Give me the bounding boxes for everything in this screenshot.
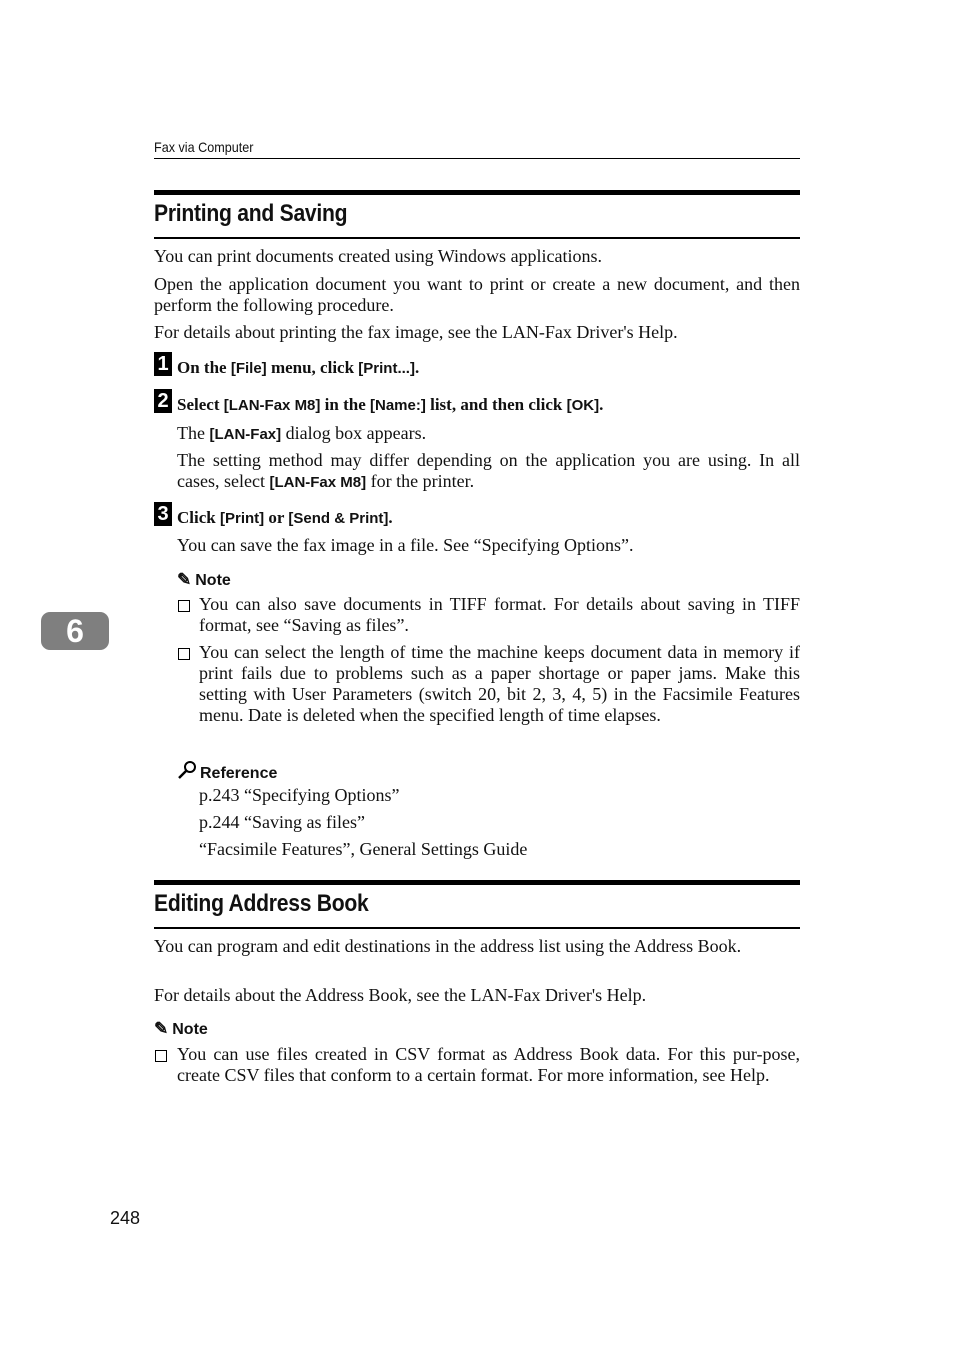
step-text: Click bbox=[177, 508, 220, 527]
section-bottom-rule bbox=[154, 927, 800, 929]
checkbox-bullet-icon bbox=[155, 1050, 167, 1062]
detail-text: for the printer. bbox=[366, 471, 475, 491]
step-detail bbox=[177, 423, 800, 445]
step-detail bbox=[177, 450, 800, 493]
detail-text: The bbox=[177, 423, 210, 443]
reference-heading bbox=[177, 760, 277, 783]
checkbox-bullet-icon bbox=[178, 648, 190, 660]
ui-term-file-menu: [File] bbox=[230, 360, 267, 377]
step-text: Select bbox=[177, 395, 224, 414]
step-text: . bbox=[414, 358, 420, 377]
note-heading bbox=[177, 570, 231, 590]
step-instruction-3 bbox=[177, 508, 393, 528]
checkbox-bullet-icon bbox=[178, 600, 190, 612]
step-text: or bbox=[264, 508, 289, 527]
chapter-number: 6 bbox=[66, 613, 84, 649]
ui-term-lan-fax: [LAN-Fax] bbox=[209, 426, 282, 443]
step-number-3: 3 bbox=[154, 502, 172, 526]
ui-term-ok: [OK] bbox=[566, 397, 600, 414]
section-title-printing-and-saving: Printing and Saving bbox=[154, 200, 348, 227]
reference-label: Reference bbox=[200, 765, 278, 782]
header-rule bbox=[154, 158, 800, 159]
running-header: Fax via Computer bbox=[154, 139, 254, 155]
pencil-icon: ✎ bbox=[154, 1019, 169, 1038]
ui-term-lan-fax-m8: [LAN-Fax M8] bbox=[223, 397, 321, 414]
note-heading bbox=[154, 1019, 208, 1039]
chapter-tab bbox=[41, 612, 109, 650]
page-number: 248 bbox=[110, 1208, 141, 1228]
step-text: . bbox=[599, 395, 604, 414]
step-text: in the bbox=[320, 395, 370, 414]
paragraph: For details about the Address Book, see the LAN-Fax Driver's Help. bbox=[154, 985, 647, 1005]
ui-term-send-and-print: [Send & Print] bbox=[288, 510, 389, 527]
step-instruction-1 bbox=[177, 358, 419, 378]
section-bottom-rule bbox=[154, 237, 800, 239]
step-instruction-2 bbox=[177, 395, 603, 415]
step-text: menu, click bbox=[266, 358, 359, 377]
reference-link[interactable]: p.243 “Specifying Options” bbox=[199, 785, 400, 805]
step-detail: You can save the fax image in a file. See “Specifying Options”. bbox=[177, 535, 634, 555]
ui-term-print-button: [Print] bbox=[219, 510, 265, 527]
reference-link[interactable]: p.244 “Saving as files” bbox=[199, 812, 365, 832]
pencil-icon: ✎ bbox=[177, 570, 192, 589]
section-top-rule bbox=[154, 880, 800, 885]
step-number-2: 2 bbox=[154, 389, 172, 413]
magnifier-icon bbox=[177, 760, 199, 780]
ui-term-lan-fax-m8: [LAN-Fax M8] bbox=[269, 474, 367, 491]
section-top-rule bbox=[154, 190, 800, 195]
step-text: . bbox=[388, 508, 393, 527]
note-label: Note bbox=[195, 572, 231, 589]
paragraph: For details about printing the fax image, see the LAN-Fax Driver's Help. bbox=[154, 322, 678, 342]
paragraph: You can program and edit destinations in the address list using the Address Book. bbox=[154, 936, 742, 956]
step-number-1: 1 bbox=[154, 352, 172, 376]
detail-text: The setting method may differ depending on the application you are using. In all cases, select bbox=[177, 450, 800, 491]
step-text: On the bbox=[177, 358, 231, 377]
note-item: You can select the length of time the machine keeps document data in memory if print fails due to problems such as a paper shortage or paper jams. Make this setting with User Parameters (switch 20, bit 2, 3, 4, 5) in the Facsimile Features menu. Date is deleted when the specified length of time elapses. bbox=[199, 642, 800, 725]
note-label: Note bbox=[172, 1021, 208, 1038]
note-item: You can use files created in CSV format as Address Book data. For this pur-pose, create CSV files that conform to a certain format. For more information, see Help. bbox=[177, 1044, 800, 1085]
ui-term-name: [Name:] bbox=[370, 397, 426, 414]
section-title-editing-address-book: Editing Address Book bbox=[154, 890, 369, 917]
paragraph: You can print documents created using Windows applications. bbox=[154, 246, 603, 266]
note-item: You can also save documents in TIFF format. For details about saving in TIFF format, see “Saving as files”. bbox=[199, 594, 800, 635]
detail-text: dialog box appears. bbox=[281, 423, 427, 443]
ui-term-print: [Print...] bbox=[358, 360, 415, 377]
paragraph: Open the application document you want to print or create a new document, and then perform the following procedure. bbox=[154, 274, 800, 315]
step-text: list, and then click bbox=[425, 395, 567, 414]
reference-link[interactable]: “Facsimile Features”, General Settings Guide bbox=[199, 839, 528, 859]
